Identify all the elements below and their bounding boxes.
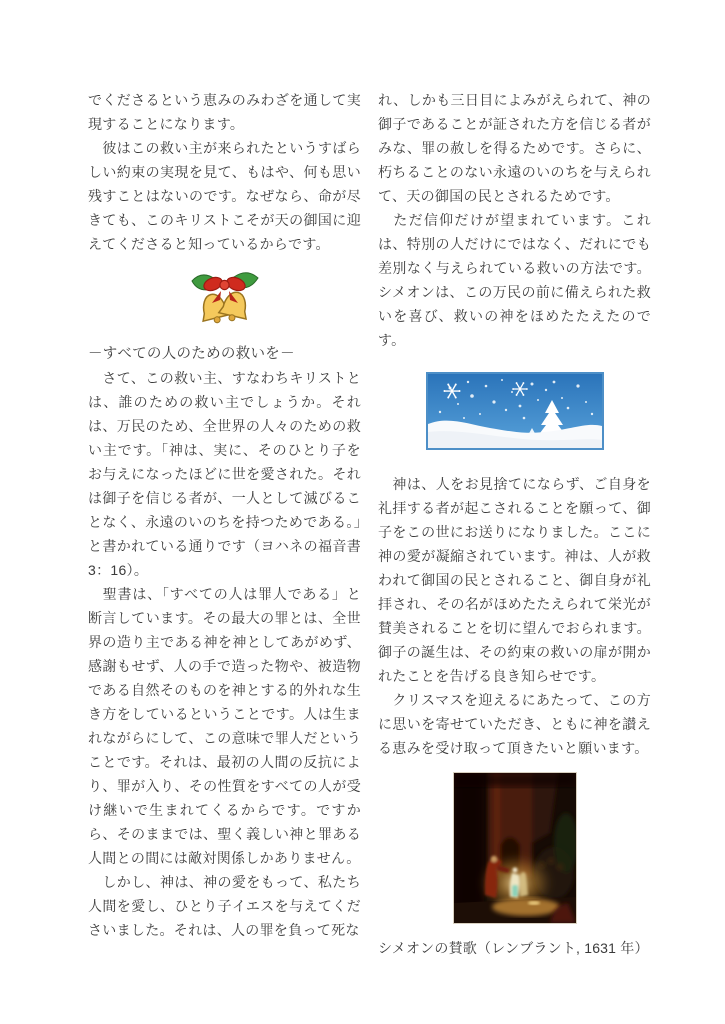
- winter-scene-frame: [426, 372, 604, 450]
- winter-scene-illustration: [428, 374, 602, 448]
- rembrandt-simeon-painting: [454, 773, 576, 923]
- lit-floor: [492, 898, 560, 916]
- paragraph-continuation: れ、しかも三日目によみがえられて、神の御子であることが証された方を信じる者がみな、罪の赦しを得るためです。さらに、朽ちることのない永遠のいのちを与えられて、天の御国の民とされるためです。: [378, 92, 651, 204]
- paragraph: ただ信仰だけが望まれています。これは、特別の人だけにではなく、だれにでも差別なく与えられている救いの方法です。シメオンは、この万民の前に備えられた救いを喜び、救いの神をほめたたえたのです。: [378, 212, 651, 348]
- paragraph: しかし、神は、神の愛をもって、私たち人間を愛し、ひとり子イエスを与えてくださいました。それは、人の罪を負って死な: [88, 874, 361, 938]
- rembrandt-painting-image: [378, 772, 651, 924]
- christmas-bells-icon: [184, 269, 266, 333]
- section-heading: －すべての人のための救いを－: [88, 346, 295, 362]
- paragraph: 神は、人をお見捨てにならず、ご自身を礼拝する者が起こされることを願って、御子をこの世にお送りになりました。ここに神の愛が凝縮されています。神は、人が救われて御国の民とされること、御自身が礼拝され、その名がほめたたえられて栄光が賛美されることを切に望んでおられます。御子の誕生は、その約束の救いの扉が開かれたことを告げる良き知らせです。: [378, 476, 651, 684]
- paragraph: さて、この救い主、すなわちキリストとは、誰のための救い主でしょうか。それは、万民のため、全世界の人々のための救い主です。「神は、実に、そのひとり子をお与えになったほどに世を愛された。それは御子を信じる者が、一人として滅びることなく、永遠のいのちを持つためである。」と書かれている通りです（ヨハネの福音書3：16）。: [88, 370, 361, 578]
- christmas-bells-image: [88, 268, 361, 334]
- paragraph: クリスマスを迎えるにあたって、この方に思いを寄せていただき、ともに神を讃える恵みを受け取って頂きたいと願います。: [378, 692, 651, 756]
- paragraph-continuation: でくださるという恵みのみわざを通して実現することになります。: [88, 92, 361, 132]
- right-text-column: [378, 88, 651, 958]
- paragraph: 聖書は、「すべての人は罪人である」と断言しています。その最大の罪とは、全世界の造り主である神を神としてあがめず、感謝もせず、人の手で造った物や、被造物である自然そのものを神とする的外れな生き方をしているということです。人は生まれながらにして、この意味で罪人だということです。それは、最初の人間の反抗により、罪が入り、その性質をすべての人が受け継いで生まれてくるからです。ですから、そのままでは、聖く義しい神と罪ある人間との間には敵対関係しかありません。: [88, 586, 361, 866]
- left-text-column: [88, 88, 361, 942]
- winter-scene-image: [378, 372, 651, 450]
- paragraph: 彼はこの救い主が来られたというすばらしい約束の実現を見て、もはや、何も思い残すことはないのです。なぜなら、命が尽きても、このキリストこそが天の御国に迎えてくださると知っているからです。: [88, 140, 361, 252]
- painting-caption: シメオンの賛歌（レンブラント, 1631 年）: [378, 940, 649, 956]
- painting-frame: [453, 772, 577, 924]
